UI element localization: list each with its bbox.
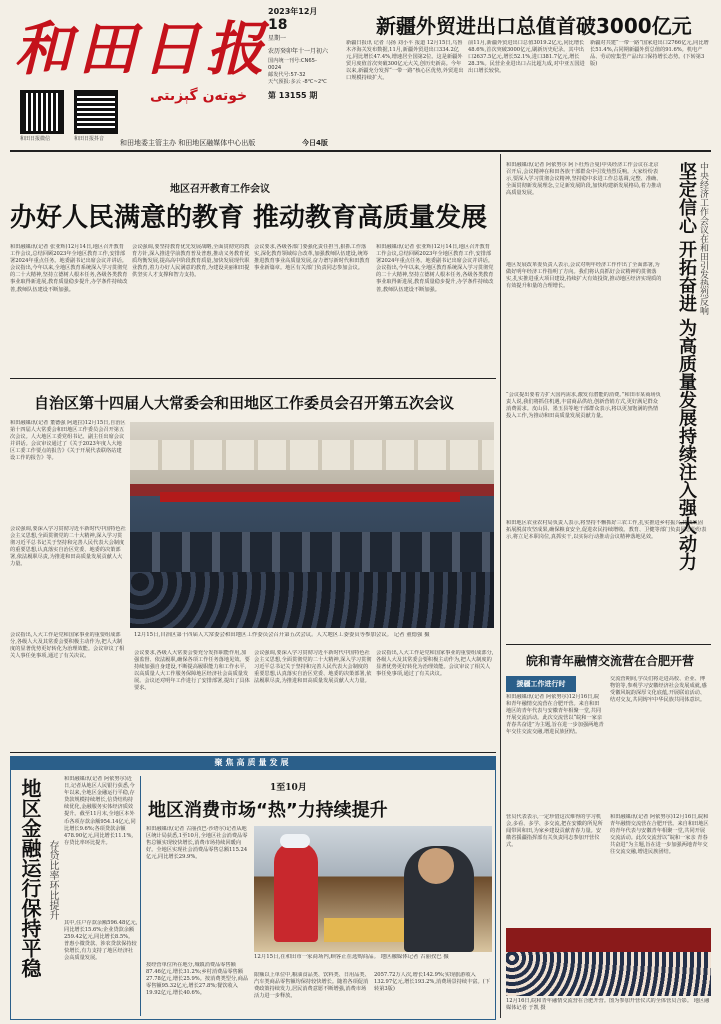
aid-label-box — [506, 676, 576, 692]
weekday: 星期一 — [268, 35, 287, 42]
issue-number: 第 13155 期 — [268, 91, 318, 101]
editorial-subhead: 中央经济工作会议在和田引发热烈反响 — [698, 162, 708, 315]
aid-label: 援疆工作进行时 — [516, 680, 566, 688]
masthead-title: 和田日报 — [14, 15, 271, 83]
qr-code-icon — [20, 90, 64, 134]
congress-body-3: 会议指出,人大工作是党和国家事业的重要组成部分,各级人大及其常委会要积极主动作为,把人大制度的显著优势更好转化为治理效能。会议审议了相关人事任免事项,通过了有关决议。 — [10, 632, 125, 660]
group-photo-caption: 12月16日,皖和青年融情交流营在合肥开营。图为参加开营仪式的全体营员合影。 地区融媒体记者 于凯 摄 — [506, 998, 710, 1012]
aid-body-2: 交流营期间,学员们将走进高校、企业、博物馆等,参观学习安徽经济社会发展成就,感受徽风皖韵深厚文化底蕴,开展联谊活动、结对交友,共同铸牢中华民族共同体意识。 — [610, 676, 707, 704]
date-day: 18 — [268, 17, 288, 33]
focus-banner-text: 聚焦高质量发展 — [214, 758, 292, 767]
info-line: 邮发代号:57-32 — [268, 72, 306, 79]
meeting-photo — [130, 422, 494, 628]
lunar-date: 农历癸卯年十一月初六 — [268, 48, 329, 55]
finance-headline: 地区金融运行保持平稳 — [18, 778, 42, 978]
editorial-body-2: 地区发展改革委负责人表示,会议对明年经济工作作出了全面部署,为做好明年经济工作指明了方向。我们将认真抓好会议精神的贯彻落实,扎实推进重大项目建设,持续扩大有效投资,推动地区经济实现质的有效提升和量的合理增长。 — [506, 262, 662, 290]
top-story-headline: 新疆外贸进出口总值首破3000亿元 — [376, 14, 692, 38]
congress-right-body: 会议要求,各级人大常委会要充分发挥职能作用,加强监督、依法履职,确保各项工作任务落地见效。要持续加强自身建设,不断提高履职能力和工作水平,以高质量人大工作服务保障地区经济社会高质量发展。会议还对明年工作进行了安排部署,提出了具体要求。 — [134, 650, 250, 692]
aid-body-3: 营员代表表示,一定珍惜这次难得的学习机会,多看、多学、多交流,把在安徽的所见所闻带回和田,为家乡建设贡献青春力量。安徽省援疆指挥部有关负责同志参加开营仪式。 — [506, 814, 603, 849]
consumption-kicker: 1至10月 — [270, 783, 307, 793]
meeting-photo-caption: 12月15日,自治区第十四届人大常委会和田地区工作委员会召开第五次会议。人大地区工委委员等参加会议。 记者 董德强 摄 — [134, 632, 430, 638]
section-divider — [506, 644, 711, 645]
top-story-body-3: 新疆对共建“一带一路”国家进出口2766亿元,同比增长51.4%,占同期新疆外贸总值的91.6%。机电产品、劳动密集型产品出口保持增长态势。(下转第3版) — [590, 40, 709, 68]
group-photo — [506, 928, 711, 996]
editorial-body-3: “会议提出要着力扩大国内需求,激发有潜能的消费。”和田市某商场负责人说,我们将抓住机遇,丰富商品供给,创新营销方式,更好满足群众消费需求。皮山县、墨玉县等地干部群众表示,将以更加饱满的热情投入工作,为推动和田高质量发展贡献力量。 — [506, 392, 661, 420]
market-photo-caption: 12月15日,在和田市一家商场内,顾客正在选购商品。 地区融媒体记者 古丽孜巴 摄 — [254, 954, 449, 960]
info-line: 国内统一刊号:CN65-0024 — [268, 58, 317, 72]
editorial-headline: 坚定信心 开拓奋进 为高质量发展持续注入强大动力 — [676, 162, 697, 571]
top-story-body-2: 前11月,新疆外贸进出口总值3019.2亿元,同比增长48.6%,首次突破3000亿元,刷新历史纪录。其中出口2637.5亿元,增长52.1%,进口381.7亿元,增长28.3%。民营企业进出口占比超九成,对中亚五国进出口增长较快。 — [468, 40, 585, 75]
congress-body-2: 会议强调,要深入学习贯彻习近平新时代中国特色社会主义思想,全面贯彻党的二十大精神,深入学习贯彻习近平总书记关于坚持和完善人民代表大会制度的重要思想,认真落实自治区党委、地委的决策部署,依法履职尽责,为推进和田高质量发展贡献人大力量。 — [10, 526, 126, 568]
finance-body-2: 其中,住户存款余额596.48亿元,同比增长15.6%;企业贷款余额259.42亿元,同比增长8.5%。普惠小微贷款、涉农贷款保持较快增长,有力支持了地区经济社会高质量发展。 — [64, 920, 138, 962]
masthead-divider — [10, 150, 711, 152]
education-body-4: 和田融媒讯(记者 张亚辉)12月14日,地区召开教育工作会议,总结回顾2023年全地区教育工作,安排部署2024年重点任务。地委副书记出席会议并讲话。会议指出,今年以来,全地区教育系统深入学习贯彻党的二十大精神,坚持立德树人根本任务,各级各类教育事业取得新进展,教育质量稳步提升,办学条件持续改善,教师队伍建设不断加强。 — [376, 244, 494, 293]
qr-code-icon — [74, 90, 118, 134]
focus-banner — [10, 756, 496, 770]
editorial-body: 和田融媒讯(记者 阿依努尔 阿卜杜热合曼)中央经济工作会议在北京召开后,会议精神在和田各族干部群众中引发热烈反响。大家纷纷表示,要深入学习贯彻会议精神,坚持稳中求进工作总基调,完整、准确、全面贯彻新发展理念,立足新发展阶段,加快构建新发展格局,着力推动高质量发展。 — [506, 162, 662, 197]
aid-body: 和田融媒讯(记者 阿依努尔)12月16日,皖和青年融情交流营在合肥开营。来自和田地区的青年代表与安徽青年相聚一堂,共同开展交流活动。此次交流营以“皖和一家亲 青春共奋进”为主题,旨在进一步加强两地青年交往交流交融,增进民族团结。 — [506, 694, 604, 736]
finance-subhead: 存贷比率环比提升 — [47, 840, 58, 920]
date-year-month: 2023年12月 — [268, 7, 318, 16]
anhui-headline: 皖和青年融情交流营在合肥开营 — [526, 654, 695, 668]
publisher-line: 和田地委主管主办 和田地区融媒体中心出版 — [120, 139, 256, 147]
qr-code-group — [20, 90, 130, 144]
finance-body: 和田融媒讯(记者 阿依努尔)近日,记者从地区人民银行获悉,今年以来,全地区金融运行平稳,存贷款规模持续增长,信贷结构持续优化,金融服务实体经济质效提升。截至11月末,全地区本外币各项存款余额954.14亿元,同比增长9.6%;各项贷款余额478.90亿元,同比增长11.1%,存贷比率环比提升。 — [64, 776, 136, 846]
consumption-body-2: 按经营单位所在地分,城镇消费品零售额87.46亿元,增长31.2%;乡村消费品零售额27.78亿元,增长25.9%。按消费类型分,商品零售额95.32亿元,增长27.8%;餐饮收入19.92亿元,增长40.6%。 — [146, 962, 249, 997]
consumption-body: 和田融媒讯(记者 古丽孜巴·沙塔尔)记者从地区统计局获悉,1至10月,全地区社会消费品零售总额实现较快增长,消费市场持续回暖向好。全地区实现社会消费品零售总额115.24亿元,同比增长29.9%。 — [146, 826, 248, 861]
education-body-2: 会议强调,要坚持教育优先发展战略,全面贯彻党的教育方针,深入推进学前教育普及普惠,推动义务教育优质均衡发展,提高高中阶段教育质量,加快发展现代职业教育,着力办好人民满意的教育,为建设美丽和田提供坚实人才支撑和智力支持。 — [132, 244, 250, 279]
congress-right-body-2: 会议强调,要深入学习贯彻习近平新时代中国特色社会主义思想,全面贯彻党的二十大精神,深入学习贯彻习近平总书记关于坚持和完善人民代表大会制度的重要思想,认真落实自治区党委、地委的决策部署,依法履职尽责,为推进和田高质量发展贡献人大力量。 — [254, 650, 372, 685]
market-photo — [254, 826, 492, 952]
congress-headline: 自治区第十四届人大常委会和田地区工作委员会召开第五次会议 — [34, 394, 455, 412]
info-line: 天气预报:多云 -8℃~2℃ — [268, 79, 327, 86]
congress-right-body-3: 会议指出,人大工作是党和国家事业的重要组成部分,各级人大及其常委会要积极主动作为,把人大制度的显著优势更好转化为治理效能。会议审议了相关人事任免事项,通过了有关决议。 — [376, 650, 494, 678]
pages-count: 今日4版 — [302, 139, 328, 147]
aid-body-4: 和田融媒讯(记者 阿依努尔)12月16日,皖和青年融情交流营在合肥开营。来自和田地区的青年代表与安徽青年相聚一堂,共同开展交流活动。此次交流营以“皖和一家亲 青春共奋进”为主题,旨在进一步加强两地青年交往交流交融,增进民族团结。 — [610, 814, 709, 856]
editorial-body-4: 和田地区农业农村局负责人表示,将坚持不懈抓好三农工作,扎实推进乡村振兴,持续巩固拓展脱贫攻坚成果,确保粮食安全,促进农民持续增收。教育、卫健等部门负责同志纷纷表示,将立足本职岗位,真抓实干,以实际行动推动会议精神落地见效。 — [506, 520, 707, 541]
section-divider — [10, 378, 496, 379]
education-body: 和田融媒讯(记者 张亚辉)12月14日,地区召开教育工作会议,总结回顾2023年全地区教育工作,安排部署2024年重点任务。地委副书记出席会议并讲话。会议指出,今年以来,全地区教育系统深入学习贯彻党的二十大精神,坚持立德树人根本任务,各级各类教育事业取得新进展,教育质量稳步提升,办学条件持续改善,教师队伍建设不断加强。 — [10, 244, 128, 293]
consumption-body-4: 2057.72万人次,增长142.9%;实现旅游收入132.97亿元,增长193.2%,消费场景持续丰富。(下转第3版) — [374, 972, 490, 993]
right-column-divider — [500, 154, 501, 1018]
education-kicker: 地区召开教育工作会议 — [170, 184, 270, 195]
education-headline: 办好人民满意的教育 推动教育高质量发展 — [10, 203, 488, 233]
top-story-body: 新疆日报讯 记者 马扬 刘小平 报道 12月15日,乌鲁木齐海关发布数据,11月,新疆外贸进出口334.2亿元,同比增长47.4%,增速居全国第2位。这是新疆外贸月度值首次突破300亿元大关,创历史新高。今年以来,新疆充分发挥“一带一路”核心区优势,外贸进出口规模持续扩大。 — [346, 40, 464, 82]
consumption-body-3: 限额以上单位中,粮油食品类、饮料类、日用品类、汽车类商品零售额均保持较快增长。随着各项促消费政策持续发力,居民消费意愿不断增强,消费市场活力进一步释放。 — [254, 972, 370, 1000]
masthead-uyghur: خوتەن گېزىتى — [150, 88, 248, 104]
column-divider — [140, 776, 141, 1016]
section-divider — [10, 752, 496, 753]
consumption-headline: 地区消费市场“热”力持续提升 — [148, 800, 388, 821]
qr-label: 和田日报抖音 — [74, 136, 105, 142]
congress-body: 和田融媒讯(记者 董德强 阿迪拉)12月15日,自治区第十四届人大常委会和田地区工作委员会召开第五次会议。人大地区工委党组书记、副主任出席会议并讲话。会议审议通过了《关于2023年度人大地区工委工作要点的报告》《关于开展代表联络站建设工作的报告》等。 — [10, 420, 126, 462]
date-block — [268, 6, 328, 116]
education-body-3: 会议要求,各级各部门要强化责任担当,狠抓工作落实,深化教育领域综合改革,加强教师队伍建设,统筹推进教育事业高质量发展,奋力谱写新时代和田教育事业新篇章。地区有关部门负责同志参加会议。 — [254, 244, 370, 272]
qr-label: 和田日报微信 — [20, 136, 51, 142]
